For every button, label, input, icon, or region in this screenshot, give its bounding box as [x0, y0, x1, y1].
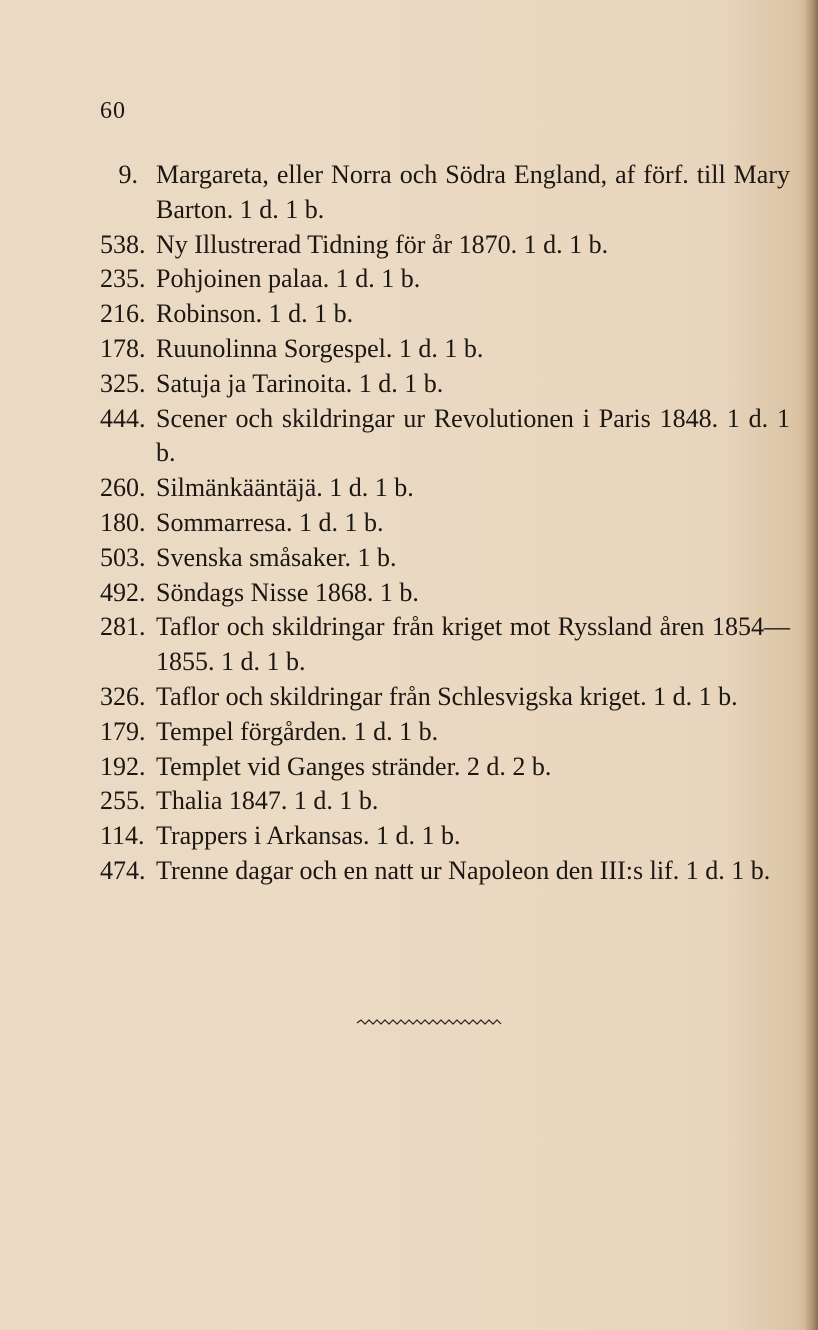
entry-title: Thalia 1847. 1 d. 1 b. — [156, 786, 379, 816]
entry-number: 216. — [100, 299, 146, 329]
entry-title: Taflor och skildringar från kriget mot Ryssland åren 1854—1855. 1 d. 1 b. — [156, 612, 790, 677]
entry-spacer — [138, 715, 156, 750]
entry-spacer — [138, 367, 156, 402]
catalog-entry — [100, 750, 790, 785]
catalog-entry — [100, 541, 790, 576]
entry-spacer — [138, 262, 156, 297]
catalog-entry — [100, 819, 790, 854]
entry-number: 180. — [100, 507, 146, 537]
entry-title: Ny Illustrerad Tidning för år 1870. 1 d. 1 b. — [156, 229, 609, 259]
entry-number: 281. — [100, 612, 146, 642]
catalog-entry — [100, 854, 790, 889]
catalog-entry — [100, 297, 790, 332]
entry-number: 235. — [100, 264, 146, 294]
entry-number: 9. — [118, 160, 138, 189]
catalog-entry — [100, 228, 790, 263]
entry-title: Trenne dagar och en natt ur Napoleon den III:s lif. 1 d. 1 b. — [156, 855, 771, 885]
entry-number: 503. — [100, 542, 146, 572]
entry-spacer — [138, 541, 156, 576]
entry-number: 260. — [100, 473, 146, 503]
entry-number: 538. — [100, 229, 146, 259]
entry-number: 325. — [100, 368, 146, 398]
catalog-list — [100, 158, 790, 889]
entry-title: Pohjoinen palaa. 1 d. 1 b. — [156, 264, 421, 294]
catalog-entry — [100, 471, 790, 506]
entry-title: Margareta, eller Norra och Södra England, af förf. till Mary Barton. 1 d. 1 b. — [156, 160, 790, 224]
entry-number: 255. — [100, 786, 146, 816]
catalog-entry — [100, 610, 790, 680]
entry-number: 492. — [100, 577, 146, 607]
catalog-entry — [100, 262, 790, 297]
entry-number: 474. — [100, 855, 146, 885]
catalog-entry — [100, 680, 790, 715]
entry-spacer — [138, 471, 156, 506]
entry-title: Ruunolinna Sorgespel. 1 d. 1 b. — [156, 333, 484, 363]
entry-spacer — [138, 610, 156, 680]
entry-spacer — [138, 158, 156, 228]
entry-number: 179. — [100, 716, 146, 746]
catalog-entry — [100, 784, 790, 819]
decorative-wave-divider — [355, 1016, 505, 1030]
entry-title: Scener och skildringar ur Revolutionen i Paris 1848. 1 d. 1 b. — [156, 403, 790, 468]
entry-number: 444. — [100, 403, 146, 433]
page-edge-shadow — [804, 0, 818, 1330]
entry-spacer — [138, 402, 156, 472]
catalog-entry — [100, 367, 790, 402]
entry-title: Taflor och skildringar från Schlesvigska kriget. 1 d. 1 b. — [156, 681, 738, 711]
catalog-entry — [100, 332, 790, 367]
entry-spacer — [138, 506, 156, 541]
entry-title: Robinson. 1 d. 1 b. — [156, 299, 354, 329]
entry-title: Söndags Nisse 1868. 1 b. — [156, 577, 419, 607]
entry-title: Sommarresa. 1 d. 1 b. — [156, 507, 384, 537]
entry-spacer — [138, 680, 156, 715]
entry-title: Satuja ja Tarinoita. 1 d. 1 b. — [156, 368, 444, 398]
entry-title: Trappers i Arkansas. 1 d. 1 b. — [156, 821, 461, 851]
entry-spacer — [138, 228, 156, 263]
entry-spacer — [138, 750, 156, 785]
entry-spacer — [138, 332, 156, 367]
entry-title: Tempel förgården. 1 d. 1 b. — [156, 716, 439, 746]
entry-number: 326. — [100, 681, 146, 711]
entry-number: 114. — [100, 821, 145, 851]
entry-spacer — [138, 854, 156, 889]
entry-spacer — [138, 297, 156, 332]
entry-title: Silmänkääntäjä. 1 d. 1 b. — [156, 473, 414, 503]
entry-number: 192. — [100, 751, 146, 781]
entry-spacer — [138, 819, 156, 854]
entry-spacer — [138, 576, 156, 611]
catalog-entry — [100, 402, 790, 472]
catalog-entry — [100, 715, 790, 750]
entry-title: Svenska småsaker. 1 b. — [156, 542, 397, 572]
catalog-entry — [100, 576, 790, 611]
catalog-entry — [100, 158, 790, 228]
page-number: 60 — [100, 98, 126, 124]
catalog-entry — [100, 506, 790, 541]
entry-number: 178. — [100, 333, 146, 363]
entry-title: Templet vid Ganges stränder. 2 d. 2 b. — [156, 751, 552, 781]
entry-spacer — [138, 784, 156, 819]
